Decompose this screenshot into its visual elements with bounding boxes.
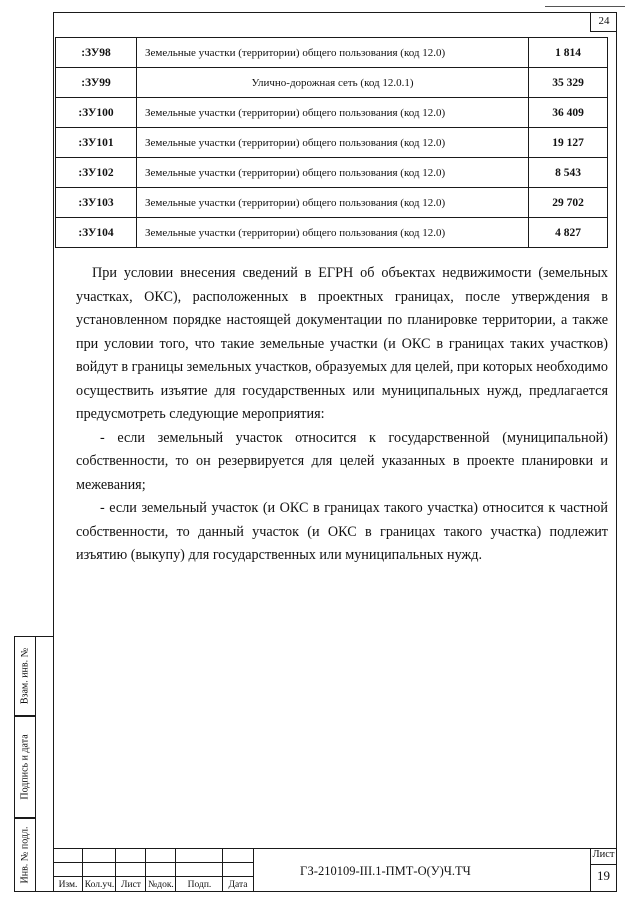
side-cell-vzam-inv: [14, 636, 36, 716]
stamp-col-izm: [53, 848, 83, 892]
stamp-label-kol-uch: Кол.уч.: [84, 880, 115, 890]
document-code: ГЗ-210109-III.1-ПМТ-О(У)Ч.ТЧ: [300, 864, 471, 878]
paragraph-intro: При условии внесения сведений в ЕГРН об объектах недвижимости (земельных участках, ОКС), расположенных в проектных границах, после утверждения в установленном порядке настоящей документации по планировке территории, а также при условии того, что такие земельные участки (и ОКС в границах таких участков) войдут в границы земельных участков, образуемых для целей, при которых необходимо осуществить изъятие для государственных или муниципальных нужд, предлагается предусмотреть следующие мероприятия:: [76, 265, 608, 422]
plot-code-cell: :ЗУ101: [56, 128, 137, 158]
stamp-label-ndok: №док.: [148, 880, 174, 890]
stamp-label-izm: Изм.: [58, 880, 78, 890]
stamp-label-data: Дата: [228, 880, 248, 890]
plot-description-cell: Земельные участки (территории) общего пользования (код 12.0): [137, 38, 529, 68]
plot-code-cell: :ЗУ104: [56, 218, 137, 248]
plot-description-cell: Улично-дорожная сеть (код 12.0.1): [137, 68, 529, 98]
stamp-label-podp: Подп.: [187, 880, 212, 890]
plot-area-cell: 4 827: [529, 218, 608, 248]
stamp-sheet-line: [590, 864, 617, 865]
stamp-col-ndok: [146, 848, 176, 892]
table-row: [56, 158, 608, 188]
stamp-col-data: [223, 848, 253, 892]
plot-description-cell: Земельные участки (территории) общего пользования (код 12.0): [137, 188, 529, 218]
plot-area-cell: 8 543: [529, 158, 608, 188]
stamp-divider-main: [253, 848, 254, 892]
plot-code-cell: :ЗУ103: [56, 188, 137, 218]
side-cell-podpis-data: [14, 716, 36, 818]
plot-area-cell: 35 329: [529, 68, 608, 98]
side-connector-top: [36, 636, 53, 637]
plot-description-cell: Земельные участки (территории) общего пользования (код 12.0): [137, 218, 529, 248]
plot-description-cell: Земельные участки (территории) общего пользования (код 12.0): [137, 158, 529, 188]
table-row: [56, 218, 608, 248]
stamp-grid: [53, 848, 253, 892]
plot-description-cell: Земельные участки (территории) общего пользования (код 12.0): [137, 98, 529, 128]
top-page-number: 24: [590, 12, 617, 32]
stamp-col-podp: [176, 848, 223, 892]
side-connector-bottom: [36, 891, 53, 892]
plot-code-cell: :ЗУ102: [56, 158, 137, 188]
plot-area-cell: 36 409: [529, 98, 608, 128]
table-row: [56, 38, 608, 68]
body-text: [76, 262, 608, 568]
table-row: [56, 188, 608, 218]
plot-area-cell: 19 127: [529, 128, 608, 158]
side-label-podpis-data: Подпись и дата: [19, 734, 31, 800]
land-plots-table: [55, 37, 608, 248]
table-row: [56, 68, 608, 98]
plot-area-cell: 29 702: [529, 188, 608, 218]
side-label-inv-podl: Инв. № подл.: [19, 826, 31, 884]
table-row: [56, 98, 608, 128]
paragraph-state-property: - если земельный участок относится к государственной (муниципальной) собственности, то он резервируется для целей указанных в проекте планировки и межевания;: [76, 429, 608, 493]
side-label-vzam-inv: Взам. инв. №: [19, 647, 31, 705]
plot-code-cell: :ЗУ100: [56, 98, 137, 128]
plot-code-cell: :ЗУ98: [56, 38, 137, 68]
plot-description-cell: Земельные участки (территории) общего пользования (код 12.0): [137, 128, 529, 158]
table-row: [56, 128, 608, 158]
stamp-col-kol-uch: [83, 848, 116, 892]
plot-area-cell: 1 814: [529, 38, 608, 68]
top-edge-strip: [545, 6, 625, 7]
stamp-label-list: Лист: [121, 880, 141, 890]
stamp-col-list: [116, 848, 146, 892]
plot-code-cell: :ЗУ99: [56, 68, 137, 98]
paragraph-private-property: - если земельный участок (и ОКС в границах такого участка) относится к частной собственности, то данный участок (и ОКС в границах такого участка) подлежит изъятию (выкупу) для государственных или муниципальных нужд.: [76, 500, 608, 563]
sheet-label: Лист: [592, 849, 615, 860]
side-cell-inv-podl: [14, 818, 36, 892]
sheet-number: 19: [597, 868, 610, 883]
